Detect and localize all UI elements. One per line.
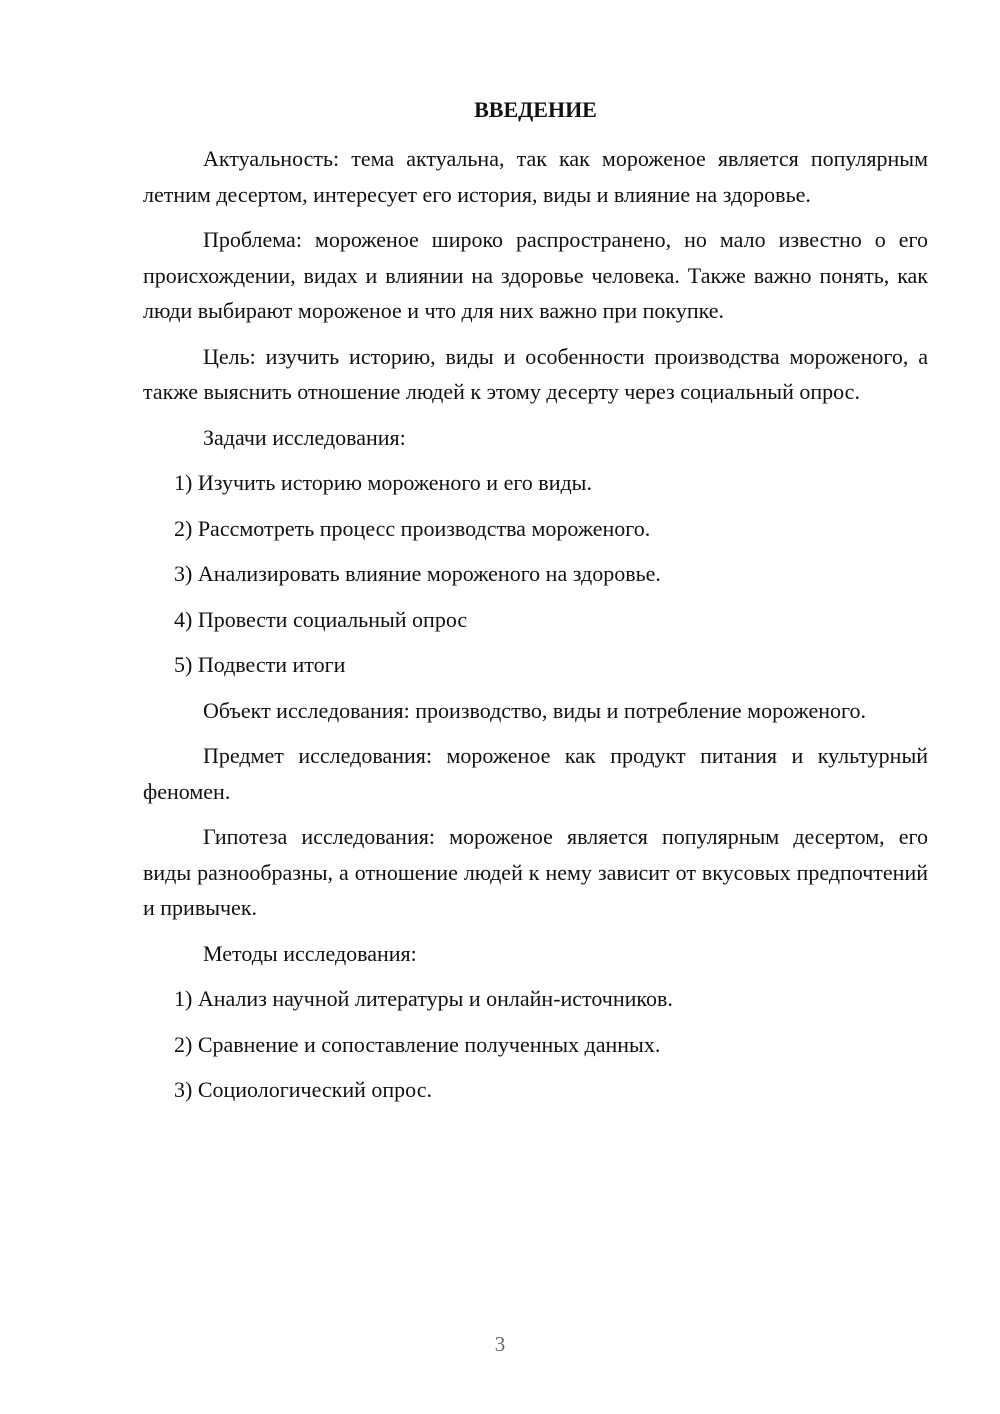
goal-paragraph: Цель: изучить историю, виды и особенности производства мороженого, а также выяснить отношение людей к этому десерту через социальный опрос.: [143, 343, 928, 404]
list-item: 1) Изучить историю мороженого и его виды.: [174, 470, 592, 495]
list-item: 5) Подвести итоги: [174, 652, 346, 677]
page-content: [143, 92, 928, 1118]
methods-heading: Методы исследования:: [203, 940, 417, 966]
methods-list: [143, 981, 928, 1108]
object-paragraph: Объект исследования: производство, виды и потребление мороженого.: [203, 697, 866, 723]
list-item: 2) Рассмотреть процесс производства мороженого.: [174, 515, 651, 541]
list-item: 2) Сравнение и сопоставление полученных данных.: [174, 1031, 661, 1057]
subject-paragraph: Предмет исследования: мороженое как продукт питания и культурный феномен.: [143, 743, 928, 804]
list-item: 4) Провести социальный опрос: [174, 606, 468, 632]
tasks-list: [143, 465, 928, 683]
section-title: ВВЕДЕНИЕ: [474, 97, 597, 122]
problem-paragraph: Проблема: мороженое широко распространено, но мало известно о его происхождении, видах и влиянии на здоровье человека. Также важно понять, как люди выбирают мороженое и что для них важно при покупке.: [143, 227, 928, 323]
hypothesis-paragraph: Гипотеза исследования: мороженое является популярным десертом, его виды разнообразны, а отношение людей к нему зависит от вкусовых предпочтений и привычек.: [143, 824, 928, 920]
tasks-heading: Задачи исследования:: [203, 424, 406, 450]
relevance-paragraph: Актуальность: тема актуальна, так как мороженое является популярным летним десертом, интересует его история, виды и влияние на здоровье.: [143, 146, 928, 207]
list-item: 3) Социологический опрос.: [174, 1077, 432, 1102]
list-item: 3) Анализировать влияние мороженого на здоровье.: [174, 561, 661, 586]
page-number: 3: [494, 1332, 506, 1356]
list-item: 1) Анализ научной литературы и онлайн-источников.: [174, 986, 673, 1011]
